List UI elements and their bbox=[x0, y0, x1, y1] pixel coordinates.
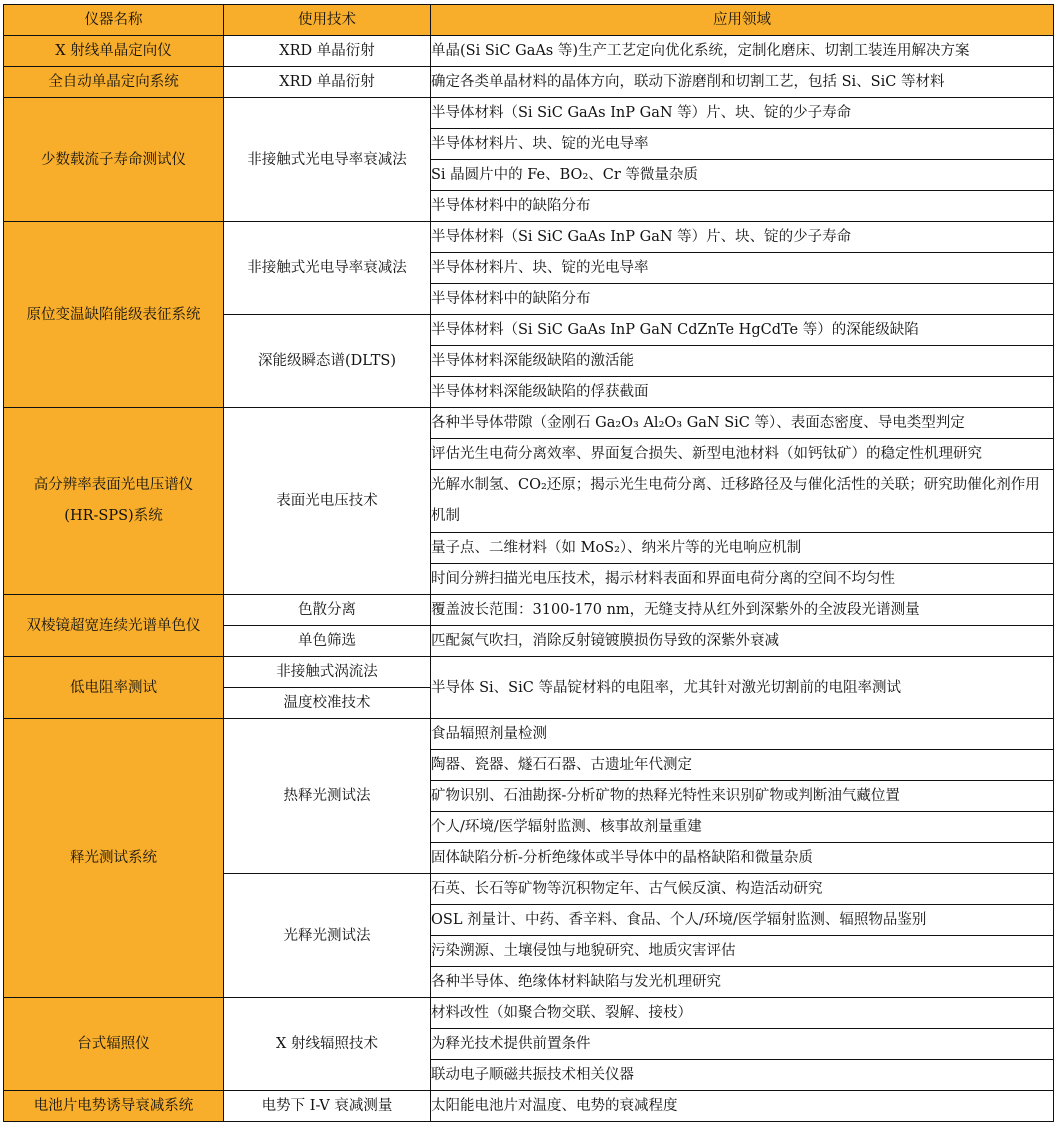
application-cell: 半导体材料片、块、锭的光电导率 bbox=[431, 129, 1054, 160]
table-row bbox=[4, 1091, 1054, 1122]
application-cell: 时间分辨扫描光电压技术，揭示材料表面和界面电荷分离的空间不均匀性 bbox=[431, 564, 1054, 595]
application-cell: 单晶(Si SiC GaAs 等)生产工艺定向优化系统，定制化磨床、切割工装连用解决方案 bbox=[431, 36, 1054, 67]
table-row bbox=[4, 998, 1054, 1029]
technique-cell: 单色筛选 bbox=[224, 626, 431, 657]
technique-cell: 电势下 I-V 衰减测量 bbox=[224, 1091, 431, 1122]
technique-cell: X 射线辐照技术 bbox=[224, 998, 431, 1091]
application-cell: 太阳能电池片对温度、电势的衰减程度 bbox=[431, 1091, 1054, 1122]
technique-cell: XRD 单晶衍射 bbox=[224, 67, 431, 98]
application-cell: 陶器、瓷器、燧石石器、古遗址年代测定 bbox=[431, 750, 1054, 781]
instrument-name-cell: 少数载流子寿命测试仪 bbox=[4, 98, 224, 222]
application-cell: 材料改性（如聚合物交联、裂解、接枝） bbox=[431, 998, 1054, 1029]
application-cell: 各种半导体带隙（金刚石 Ga₂O₃ Al₂O₃ GaN SiC 等）、表面态密度、导电类型判定 bbox=[431, 408, 1054, 439]
table-row bbox=[4, 36, 1054, 67]
technique-cell: 非接触式涡流法 bbox=[224, 657, 431, 688]
application-cell: 量子点、二维材料（如 MoS₂）、纳米片等的光电响应机制 bbox=[431, 533, 1054, 564]
application-cell: 半导体材料中的缺陷分布 bbox=[431, 284, 1054, 315]
instrument-name-cell: 释光测试系统 bbox=[4, 719, 224, 998]
application-cell: 半导体材料中的缺陷分布 bbox=[431, 191, 1054, 222]
application-cell: 污染溯源、土壤侵蚀与地貌研究、地质灾害评估 bbox=[431, 936, 1054, 967]
technique-cell: 表面光电压技术 bbox=[224, 408, 431, 595]
table-row bbox=[4, 408, 1054, 439]
technique-cell: 深能级瞬态谱(DLTS) bbox=[224, 315, 431, 408]
application-cell: 各种半导体、绝缘体材料缺陷与发光机理研究 bbox=[431, 967, 1054, 998]
technique-cell: 色散分离 bbox=[224, 595, 431, 626]
application-cell: 食品辐照剂量检测 bbox=[431, 719, 1054, 750]
instrument-name-cell: 双棱镜超宽连续光谱单色仪 bbox=[4, 595, 224, 657]
header-row bbox=[4, 5, 1054, 36]
application-cell: 评估光生电荷分离效率、界面复合损失、新型电池材料（如钙钛矿）的稳定性机理研究 bbox=[431, 439, 1054, 470]
application-cell: 半导体材料深能级缺陷的激活能 bbox=[431, 346, 1054, 377]
application-cell: 半导体材料（Si SiC GaAs InP GaN 等）片、块、锭的少子寿命 bbox=[431, 98, 1054, 129]
application-cell: 石英、长石等矿物等沉积物定年、古气候反演、构造活动研究 bbox=[431, 874, 1054, 905]
technique-cell: 热释光测试法 bbox=[224, 719, 431, 874]
application-cell: 匹配氮气吹扫，消除反射镜镀膜损伤导致的深紫外衰减 bbox=[431, 626, 1054, 657]
application-cell: 光解水制氢、CO₂还原；揭示光生电荷分离、迁移路径及与催化活性的关联；研究助催化剂作用机制 bbox=[431, 470, 1054, 533]
technique-cell: XRD 单晶衍射 bbox=[224, 36, 431, 67]
instrument-name-cell: 全自动单晶定向系统 bbox=[4, 67, 224, 98]
table-row bbox=[4, 67, 1054, 98]
application-cell: 半导体 Si、SiC 等晶锭材料的电阻率，尤其针对激光切割前的电阻率测试 bbox=[431, 657, 1054, 719]
instrument-name-cell: 电池片电势诱导衰减系统 bbox=[4, 1091, 224, 1122]
instrument-name-cell: 台式辐照仪 bbox=[4, 998, 224, 1091]
application-cell: 半导体材料片、块、锭的光电导率 bbox=[431, 253, 1054, 284]
table-row bbox=[4, 719, 1054, 750]
header-application: 应用领域 bbox=[431, 5, 1054, 36]
application-cell: 覆盖波长范围：3100-170 nm，无缝支持从红外到深紫外的全波段光谱测量 bbox=[431, 595, 1054, 626]
instrument-name-line: (HR-SPS)系统 bbox=[64, 508, 163, 524]
instrument-name-cell: 低电阻率测试 bbox=[4, 657, 224, 719]
table-row bbox=[4, 98, 1054, 129]
application-cell: 联动电子顺磁共振技术相关仪器 bbox=[431, 1060, 1054, 1091]
application-cell: 固体缺陷分析-分析绝缘体或半导体中的晶格缺陷和微量杂质 bbox=[431, 843, 1054, 874]
instrument-table bbox=[3, 4, 1054, 1122]
application-cell: 确定各类单晶材料的晶体方向，联动下游磨削和切割工艺，包括 Si、SiC 等材料 bbox=[431, 67, 1054, 98]
table-row bbox=[4, 595, 1054, 626]
application-cell: Si 晶圆片中的 Fe、BO₂、Cr 等微量杂质 bbox=[431, 160, 1054, 191]
instrument-name-line: 高分辨率表面光电压谱仪 bbox=[33, 477, 194, 493]
application-cell: 为释光技术提供前置条件 bbox=[431, 1029, 1054, 1060]
application-cell: 矿物识别、石油勘探-分析矿物的热释光特性来识别矿物或判断油气藏位置 bbox=[431, 781, 1054, 812]
technique-cell: 非接触式光电导率衰减法 bbox=[224, 98, 431, 222]
technique-cell: 温度校准技术 bbox=[224, 688, 431, 719]
application-cell: OSL 剂量计、中药、香辛料、食品、个人/环境/医学辐射监测、辐照物品鉴别 bbox=[431, 905, 1054, 936]
header-instrument-name: 仪器名称 bbox=[4, 5, 224, 36]
instrument-name-cell: 原位变温缺陷能级表征系统 bbox=[4, 222, 224, 408]
application-cell: 半导体材料深能级缺陷的俘获截面 bbox=[431, 377, 1054, 408]
application-cell: 半导体材料（Si SiC GaAs InP GaN 等）片、块、锭的少子寿命 bbox=[431, 222, 1054, 253]
table-row bbox=[4, 657, 1054, 688]
technique-cell: 光释光测试法 bbox=[224, 874, 431, 998]
header-technique: 使用技术 bbox=[224, 5, 431, 36]
table-row bbox=[4, 222, 1054, 253]
instrument-name-cell bbox=[4, 408, 224, 595]
instrument-name-cell: X 射线单晶定向仪 bbox=[4, 36, 224, 67]
application-cell: 半导体材料（Si SiC GaAs InP GaN CdZnTe HgCdTe 等）的深能级缺陷 bbox=[431, 315, 1054, 346]
application-cell: 个人/环境/医学辐射监测、核事故剂量重建 bbox=[431, 812, 1054, 843]
technique-cell: 非接触式光电导率衰减法 bbox=[224, 222, 431, 315]
